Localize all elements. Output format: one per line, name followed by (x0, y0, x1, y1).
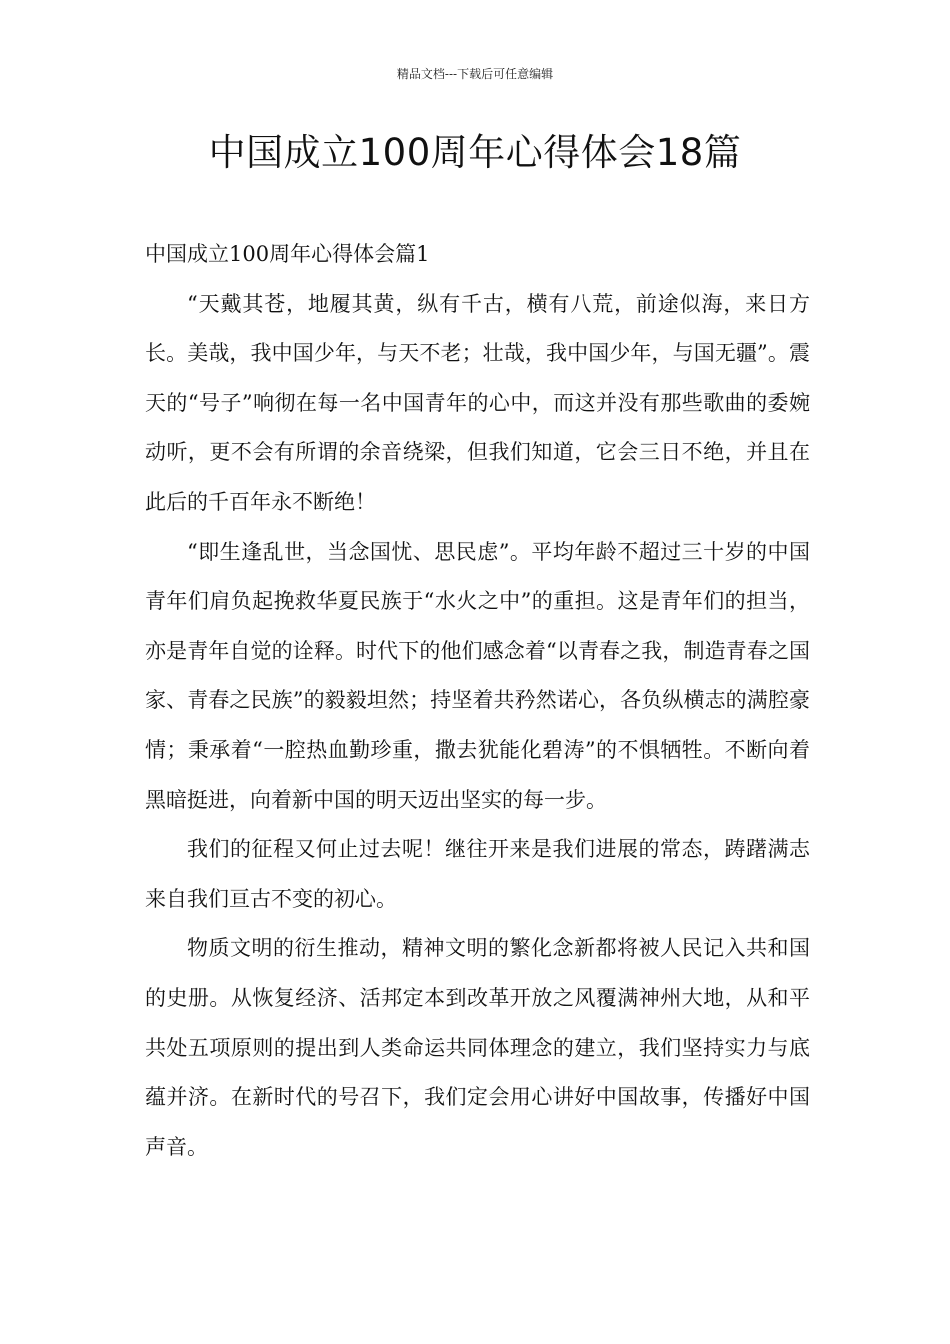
document-title: 中国成立100周年心得体会18篇 (208, 131, 742, 174)
document-body (145, 230, 810, 1172)
paragraph-3: 我们的征程又何止过去呢！继往开来是我们进展的常态，踌躇满志来自我们亘古不变的初心。 (145, 837, 810, 911)
paragraph-4: 物质文明的衍生推动，精神文明的繁化念新都将被人民记入共和国的史册。从恢复经济、活邦定本到改革开放之风覆满神州大地，从和平共处五项原则的提出到人类命运共同体理念的建立，我们坚持实力与底蕴并济。在新时代的号召下，我们定会用心讲好中国故事，传播好中国声音。 (145, 936, 810, 1159)
paragraph-1: “天戴其苍，地履其黄，纵有千古，横有八荒，前途似海，来日方长。美哉，我中国少年，与天不老；壮哉，我中国少年，与国无疆”。震天的“号子”响彻在每一名中国青年的心中，而这并没有那些歌曲的委婉动听，更不会有所谓的余音绕梁，但我们知道，它会三日不绝，并且在此后的千百年永不断绝！ (145, 291, 810, 514)
header-note: 精品文档---下载后可任意编辑 (396, 67, 554, 81)
section-heading: 中国成立100周年心得体会篇1 (145, 242, 430, 266)
paragraph-2: “即生逢乱世，当念国忧、思民虑”。平均年龄不超过三十岁的中国青年们肩负起挽救华夏民族于“水火之中”的重担。这是青年们的担当，亦是青年自觉的诠释。时代下的他们感念着“以青春之我，制造青春之国家、青春之民族”的毅毅坦然；持坚着共矜然诺心，各负纵横志的满腔豪情；秉承着“一腔热血勤珍重，撒去犹能化碧涛”的不惧牺牲。不断向着黑暗挺进，向着新中国的明天迈出坚实的每一步。 (145, 539, 810, 812)
